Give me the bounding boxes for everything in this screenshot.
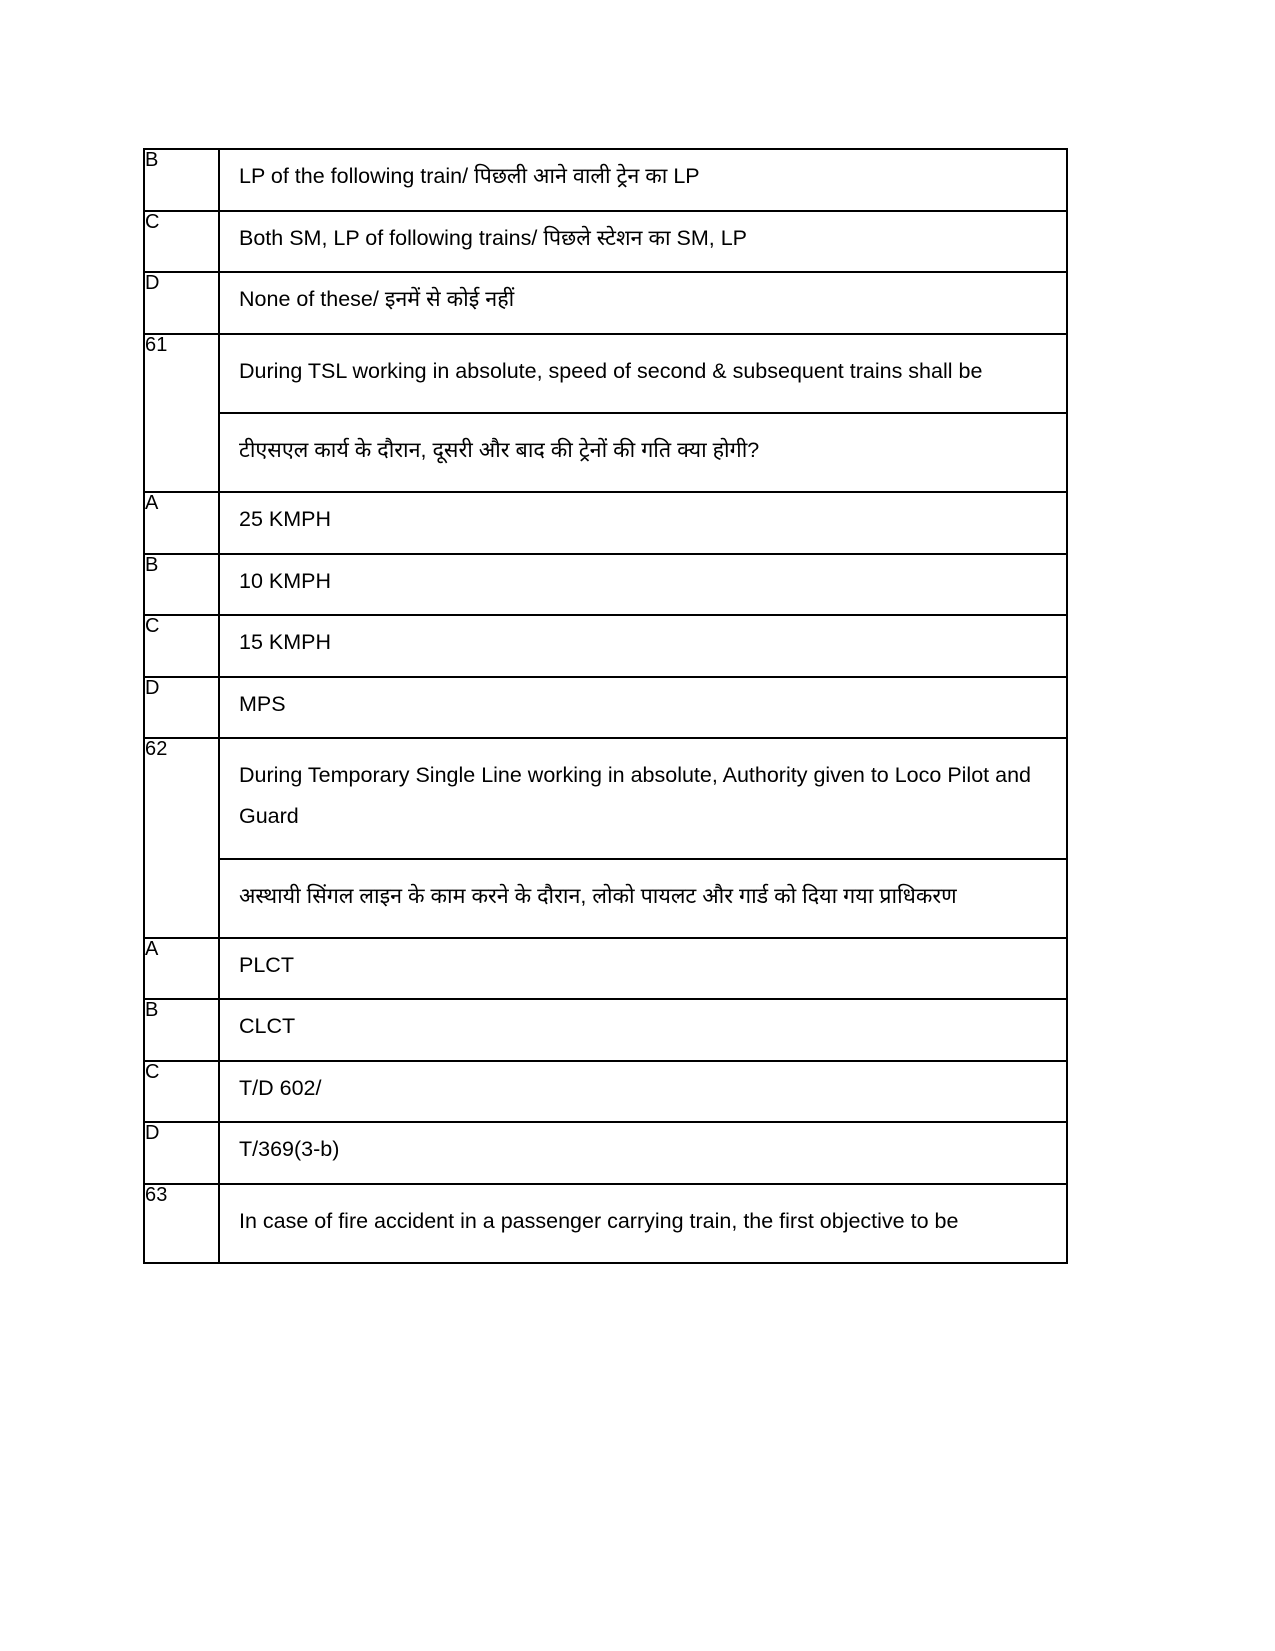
table-row (144, 999, 1067, 1061)
table-row (144, 1184, 1067, 1263)
option-label: C (144, 211, 219, 273)
question-table (143, 148, 1068, 1264)
option-label: B (144, 149, 219, 211)
option-label: D (144, 677, 219, 739)
option-label: B (144, 554, 219, 616)
option-text: PLCT (219, 938, 1067, 1000)
question-number: 61 (144, 334, 219, 493)
table-row (144, 738, 1067, 938)
option-label: C (144, 1061, 219, 1123)
question-number: 63 (144, 1184, 219, 1263)
option-text: LP of the following train/ पिछली आने वाली ट्रेन का LP (219, 149, 1067, 211)
option-text: MPS (219, 677, 1067, 739)
question-stacked-block (220, 335, 1066, 492)
table-row (144, 211, 1067, 273)
option-text: 10 KMPH (219, 554, 1067, 616)
table-row (144, 554, 1067, 616)
question-number: 62 (144, 738, 219, 938)
question-body (219, 738, 1067, 938)
option-text: T/369(3-b) (219, 1122, 1067, 1184)
option-label: C (144, 615, 219, 677)
table-row (144, 615, 1067, 677)
question-body (219, 334, 1067, 493)
option-label: D (144, 272, 219, 334)
option-label: A (144, 492, 219, 554)
option-text: T/D 602/ (219, 1061, 1067, 1123)
question-stacked-block (220, 739, 1066, 937)
question-text-english: In case of fire accident in a passenger carrying train, the first objective to be (219, 1184, 1067, 1263)
table-row (144, 1061, 1067, 1123)
question-text-hindi: अस्थायी सिंगल लाइन के काम करने के दौरान, लोको पायलट और गार्ड को दिया गया प्राधिकरण (220, 859, 1066, 937)
question-text-english: During Temporary Single Line working in absolute, Authority given to Loco Pilot and Guard (239, 763, 1031, 829)
table-row (144, 938, 1067, 1000)
option-text: 15 KMPH (219, 615, 1067, 677)
question-text-english: During TSL working in absolute, speed of second & subsequent trains shall be (239, 358, 983, 383)
table-row (144, 492, 1067, 554)
table-row (144, 272, 1067, 334)
table-row (144, 334, 1067, 493)
table-row (144, 1122, 1067, 1184)
question-text-hindi: टीएसएल कार्य के दौरान, दूसरी और बाद की ट्रेनों की गति क्या होगी? (220, 413, 1066, 491)
option-label: B (144, 999, 219, 1061)
option-text: None of these/ इनमें से कोई नहीं (219, 272, 1067, 334)
table-row (144, 677, 1067, 739)
option-text: CLCT (219, 999, 1067, 1061)
option-text: 25 KMPH (219, 492, 1067, 554)
option-label: A (144, 938, 219, 1000)
option-label: D (144, 1122, 219, 1184)
table-row (144, 149, 1067, 211)
option-text: Both SM, LP of following trains/ पिछले स्टेशन का SM, LP (219, 211, 1067, 273)
